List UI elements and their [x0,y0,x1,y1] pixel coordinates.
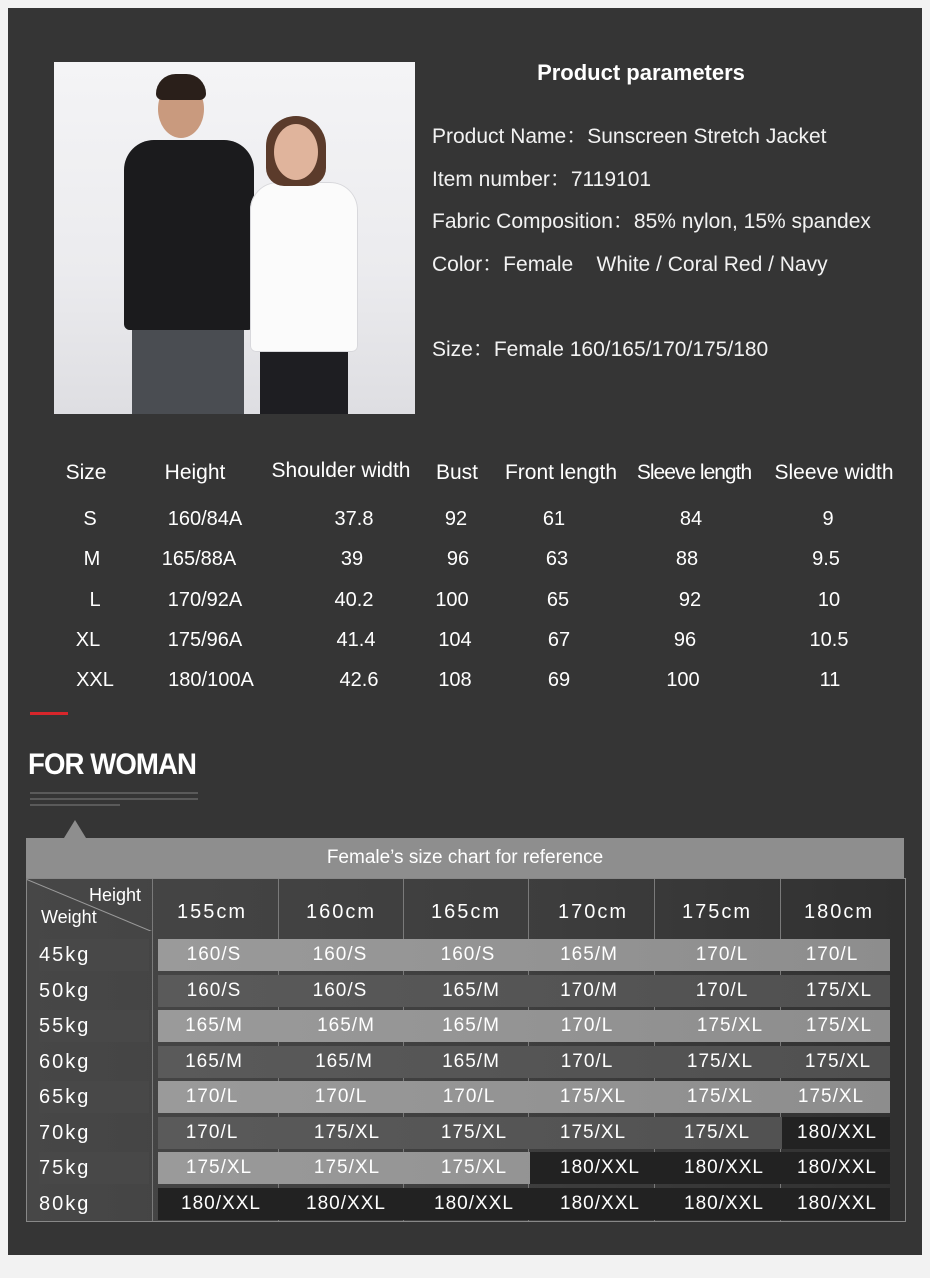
size-chart-cell: 160/S [312,944,368,965]
product-size-panel [8,8,922,1255]
size-chart-cell: 165/M [560,944,618,965]
model-woman-jacket [250,182,358,352]
size-cell: 96 [446,548,470,570]
size-cell: 9.5 [812,548,840,570]
size-chart-cell: 160/S [186,980,242,1001]
size-cell: 104 [438,629,472,651]
size-cell: 63 [545,548,569,570]
size-chart-cell: 180/XXL [306,1193,386,1214]
accent-divider [30,712,68,715]
size-chart-cell: 175/XL [559,1122,627,1143]
height-column-header: 155cm [176,901,248,923]
weight-row-label: 55kg [39,1010,149,1042]
size-chart-cell: 165/M [442,980,500,1001]
size-cell: 42.6 [339,669,379,691]
size-chart-cell: 160/S [186,944,242,965]
weight-row-label: 65kg [39,1081,149,1113]
size-chart-cell: 175/XL [683,1122,751,1143]
size-cell: 92 [678,589,702,611]
height-column-header: 160cm [305,901,377,923]
height-column-header: 165cm [430,901,502,923]
size-chart-cell: 170/L [560,1015,614,1036]
size-cell: XL [75,629,101,651]
size-chart-cell: 175/XL [313,1157,381,1178]
chart-row-bg [158,1081,890,1113]
param-item-number: Item number：7119101 [432,168,652,191]
size-cell: XXL [76,669,114,691]
size-chart-cell: 180/XXL [181,1193,261,1214]
size-header-size: Size [65,461,107,484]
size-chart-cell: 180/XXL [684,1157,764,1178]
size-cell: S [83,508,97,530]
size-chart-cell: 170/L [695,944,749,965]
model-man-jacket [124,140,254,330]
size-cell: 96 [673,629,697,651]
size-chart-cell: 175/XL [559,1086,627,1107]
size-chart-cell: 175/XL [686,1086,754,1107]
size-cell: 39 [340,548,364,570]
size-cell: 11 [819,669,841,691]
size-chart-cell: 165/M [442,1051,500,1072]
size-cell: 84 [679,508,703,530]
size-chart-cell: 165/M [185,1015,243,1036]
chart-row-bg [158,975,890,1007]
size-cell: L [89,589,101,611]
size-header-sleeve-length: Sleeve length [636,461,752,484]
size-cell: 9 [822,508,834,530]
size-chart-heading: Female’s size chart for reference [26,838,904,878]
size-cell: 108 [438,669,472,691]
size-header-bust: Bust [435,461,479,484]
height-column-header: 175cm [681,901,753,923]
size-chart-cell: 175/XL [805,980,873,1001]
size-chart-cell: 180/XXL [797,1193,877,1214]
size-cell: 100 [666,669,700,691]
size-header-sleeve-width: Sleeve width [774,461,894,484]
weight-row-label: 75kg [39,1152,149,1184]
size-cell: 175/96A [167,629,243,651]
size-chart-cell: 175/XL [696,1015,764,1036]
size-cell: 160/84A [167,508,243,530]
params-title: Product parameters [537,60,745,85]
corner-weight-label: Weight [41,907,97,927]
size-chart-cell: 180/XXL [797,1122,877,1143]
size-chart-cell: 175/XL [804,1051,872,1072]
size-chart-cell: 180/XXL [797,1157,877,1178]
size-chart-cell: 170/L [805,944,859,965]
height-column-header: 170cm [557,901,629,923]
size-chart-cell: 170/L [560,1051,614,1072]
weight-row-label: 60kg [39,1051,91,1073]
xxl-highlight [158,1188,890,1220]
size-chart-cell: 165/M [185,1051,243,1072]
size-header-height: Height [164,461,226,484]
corner-height-label: Height [89,885,142,905]
chart-row-bg [158,939,890,971]
size-chart-cell: 175/XL [440,1157,508,1178]
size-cell: 37.8 [334,508,374,530]
size-cell: 10.5 [809,629,849,651]
size-chart-cell: 175/XL [440,1122,508,1143]
size-cell: 88 [675,548,699,570]
size-cell: 100 [435,589,469,611]
decorative-line [30,804,120,806]
param-fabric: Fabric Composition：85% nylon, 15% spandex [432,210,871,233]
size-chart-cell: 180/XXL [560,1157,640,1178]
size-chart-cell: 175/XL [313,1122,381,1143]
size-chart-cell: 180/XXL [434,1193,514,1214]
weight-row-label: 45kg [39,939,149,971]
param-size: Size：Female 160/165/170/175/180 [432,338,769,361]
size-chart-cell: 180/XXL [560,1193,640,1214]
section-title: FOR WOMAN [28,748,197,781]
param-product-name: Product Name：Sunscreen Stretch Jacket [432,125,827,148]
weight-row-label: 70kg [39,1122,91,1144]
height-column-header: 180cm [803,901,875,923]
size-chart-cell: 165/M [442,1015,500,1036]
size-header-shoulder: Shoulder width [271,459,411,482]
model-man-hair [156,74,206,100]
size-cell: 61 [542,508,566,530]
size-chart-cell: 175/XL [805,1015,873,1036]
column-divider [152,879,153,1221]
decorative-line [30,798,198,800]
size-chart-cell: 175/XL [797,1086,865,1107]
chart-row-bg [158,1117,890,1149]
size-chart-cell: 180/XXL [684,1193,764,1214]
size-cell: 180/100A [168,669,254,691]
decorative-line [30,792,198,794]
size-cell: 10 [817,589,841,611]
size-cell: 65 [546,589,570,611]
size-chart-cell: 170/L [185,1122,239,1143]
chart-row-bg [158,1010,890,1042]
size-header-front-length: Front length [504,461,618,484]
size-chart-cell: 170/L [695,980,749,1001]
weight-row-label: 80kg [39,1193,91,1215]
size-chart-cell: 170/L [185,1086,239,1107]
size-cell: 69 [547,669,571,691]
chart-row-bg [158,1046,890,1078]
header-pointer [64,820,86,838]
size-chart-cell: 165/M [315,1051,373,1072]
size-chart-cell: 170/L [314,1086,368,1107]
size-chart-cell: 175/XL [686,1051,754,1072]
model-woman-head [274,124,318,180]
size-chart-cell: 170/L [442,1086,496,1107]
size-cell: 41.4 [336,629,376,651]
size-chart-cell: 160/S [440,944,496,965]
model-woman-legs [260,344,348,414]
size-chart-cell: 170/M [560,980,618,1001]
model-man-legs [132,324,244,414]
size-chart-grid [26,878,906,1222]
size-cell: M [83,548,101,570]
product-photo [54,62,415,414]
size-chart-cell: 160/S [312,980,368,1001]
size-cell: 67 [547,629,571,651]
size-cell: 165/88A [161,548,237,570]
param-color: Color：Female White / Coral Red / Navy [432,253,828,276]
size-chart-cell: 175/XL [185,1157,253,1178]
weight-row-label: 50kg [39,980,91,1002]
size-cell: 170/92A [167,589,243,611]
size-cell: 40.2 [334,589,374,611]
size-cell: 92 [444,508,468,530]
size-chart-cell: 165/M [317,1015,375,1036]
